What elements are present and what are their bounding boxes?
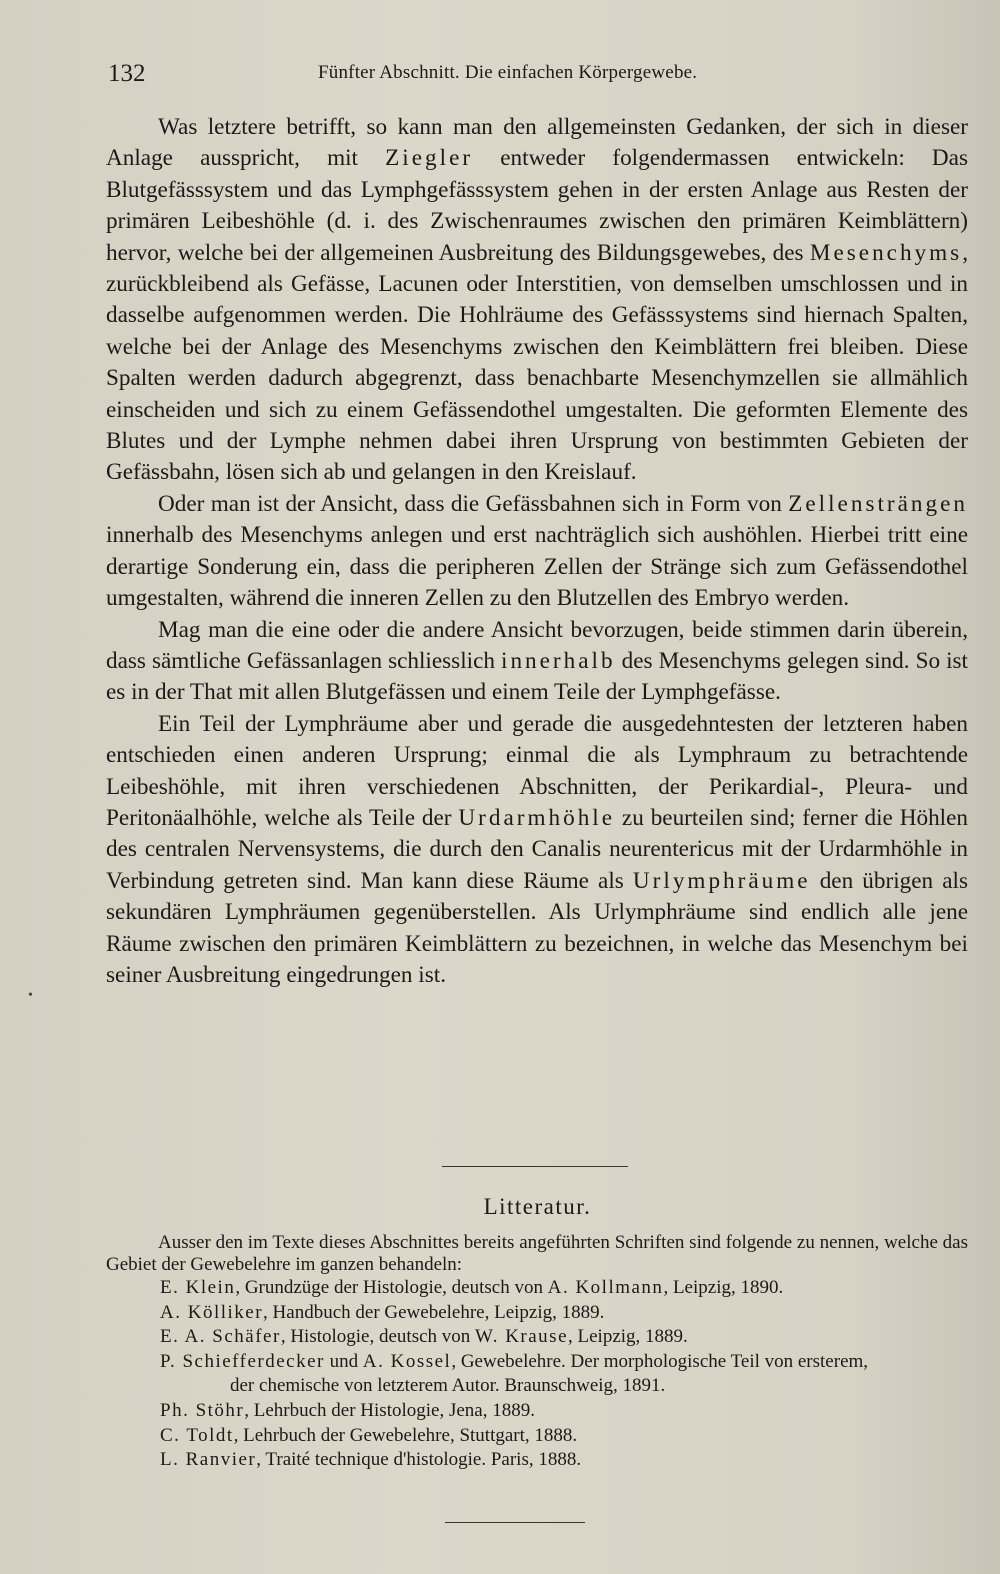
text-run: entweder folgendermassen entwickeln: Das Blutgefässsystem und das Lymphgefässsystem gehen in der ersten Anlage aus Resten der primären Leibeshöhle (d. i. des Zwischenraumes zwischen den primären Keimblättern) hervor, welche bei der allgemeinen Ausbreitung des Bildungsgewebes, des (106, 145, 968, 266)
literature-heading: Litteratur. (483, 1194, 592, 1219)
paragraph (106, 709, 968, 992)
reference-author: Ph. Stöhr (160, 1399, 245, 1421)
reference-text: , Lehrbuch der Gewebelehre, Stuttgart, 1888. (233, 1424, 578, 1446)
reference-text: , Histologie, deutsch von (280, 1326, 476, 1348)
reference-text: , Gewebelehre. Der morphologische Teil von ersterem, (451, 1350, 869, 1372)
reference-entry (160, 1276, 968, 1301)
text-run: zu beurteilen sind; ferner die Höhlen des centralen Nervensystems, die durch den Canalis neurentericus mit der Urdarmhöhle in Verbindung getreten sind. Man kann diese Räume als (106, 804, 968, 894)
reference-text: , Lehrbuch der Histologie, Jena, 1889. (244, 1399, 535, 1421)
reference-author: L. Ranvier (160, 1449, 257, 1471)
reference-entry (160, 1350, 968, 1399)
reference-author: C. Toldt (160, 1424, 234, 1446)
text-run: Mag man die eine oder die andere Ansicht bevorzugen, beide stimmen darin überein, dass sämtliche Gefässanlagen schliesslich (106, 616, 968, 674)
paragraph (106, 112, 968, 489)
reference-entry (160, 1424, 968, 1449)
text-run: , zurückbleibend als Gefässe, Lacunen oder Interstitien, von demselben umschlossen und in dasselbe aufgenommen werden. Die Hohlräume des Gefässsystems sind hiernach Spalten, welche bei der Anlage des Mesenchyms zwischen den Keimblättern frei bleiben. Diese Spalten werden dadurch abgegrenzt, dass benachbarte Mesenchymzellen sie allmählich einscheiden und sich zu einem Gefässendothel umgestalten. Die geformten Elemente des Blutes und der Lymphe nehmen dabei ihren Ursprung von bestimmten Gebieten der Gefässbahn, lösen sich ab und gelangen in den Kreislauf. (106, 239, 968, 486)
paragraph (106, 489, 968, 615)
spaced-term: Mesenchyms (809, 239, 963, 266)
reference-author: A. Kölliker (160, 1301, 264, 1323)
reference-entry (160, 1399, 968, 1424)
reference-author: W. Krause (475, 1326, 569, 1348)
spaced-term: Zellensträngen (788, 490, 968, 517)
running-head: Fünfter Abschnitt. Die einfachen Körpergewebe. (318, 62, 698, 83)
footer-divider (445, 1522, 585, 1523)
reference-list (160, 1276, 968, 1473)
text-run: Oder man ist der Ansicht, dass die Gefässbahnen sich in Form von (158, 490, 789, 517)
reference-text: und (324, 1350, 363, 1372)
page-header (108, 60, 966, 94)
text-run: des Mesenchyms gelegen sind. So ist es in der That mit allen Blutgefässen und einem Teile der Lymphgefässe. (106, 647, 968, 706)
main-text (106, 112, 968, 991)
spaced-term: Ziegler (385, 145, 474, 172)
reference-text: , Leipzig, 1890. (663, 1277, 784, 1298)
section-divider (442, 1166, 628, 1167)
spaced-term: innerhalb (501, 647, 616, 674)
reference-author: A. Kollmann (547, 1277, 664, 1298)
reference-author: E. Klein (160, 1277, 236, 1298)
reference-entry (160, 1325, 968, 1350)
reference-author: E. A. Schäfer (160, 1326, 281, 1348)
page-number: 132 (108, 60, 146, 87)
reference-text: , Leipzig, 1889. (568, 1326, 688, 1348)
reference-text: , Handbuch der Gewebelehre, Leipzig, 1889. (263, 1301, 605, 1323)
reference-author: P. Schiefferdecker (160, 1350, 325, 1372)
reference-entry (160, 1448, 968, 1473)
reference-continuation: der chemische von letzterem Autor. Braunschweig, 1891. (230, 1375, 666, 1397)
reference-text: , Traité technique d'histologie. Paris, 1888. (256, 1449, 582, 1471)
text-run: den übrigen als sekundären Lymphräumen gegenüberstellen. Als Urlymphräume sind endlich alle jene Räume zwischen den primären Keimblättern zu bezeichnen, in welche das Mesenchym bei seiner Ausbreitung eingedrungen ist. (106, 867, 968, 988)
paragraph (106, 615, 968, 709)
reference-entry (160, 1301, 968, 1326)
text-run: Ein Teil der Lymphräume aber und gerade die ausgedehntesten der letzteren haben entschieden einen anderen Ursprung; einmal die als Lymphraum zu betrachtende Leibeshöhle, mit ihren verschiedenen Abschnitten, der Perikardial-, Pleura- und Peritonäalhöhle, welche als Teile der (106, 710, 968, 831)
spaced-term: Urlymphräume (632, 867, 811, 894)
spaced-term: Urdarmhöhle (458, 804, 616, 831)
literature-intro: Ausser den im Texte dieses Abschnittes bereits angeführten Schriften sind folgende zu nennen, welche das Gebiet der Gewebelehre im ganzen behandeln: (106, 1232, 968, 1275)
margin-mark: • (28, 988, 33, 1003)
text-run: Was letztere betrifft, so kann man den allgemeinsten Gedanken, der sich in dieser Anlage ausspricht, mit (106, 114, 968, 172)
reference-author: A. Kossel (362, 1350, 452, 1372)
reference-text: , Grundzüge der Histologie, deutsch von (235, 1277, 548, 1298)
text-run: innerhalb des Mesenchyms anlegen und erst nachträglich sich aushöhlen. Hierbei tritt eine derartige Sonderung ein, dass die peripheren Zellen der Stränge sich zum Gefässendothel umgestalten, während die inneren Zellen zu den Blutzellen des Embryo werden. (106, 522, 968, 612)
